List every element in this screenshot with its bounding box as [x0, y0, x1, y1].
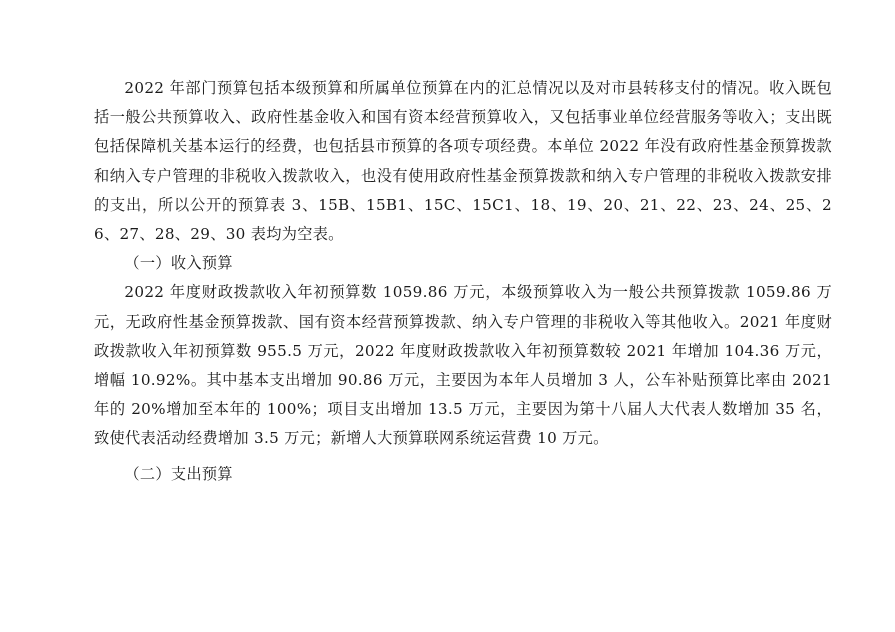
section-heading-expenditure: （二）支出预算 [124, 464, 233, 483]
income-budget-paragraph: 2022 年度财政拨款收入年初预算数 1059.86 万元，本级预算收入为一般公共预算拨款 1059.86 万元，无政府性基金预算拨款、国有资本经营预算拨款、纳入专户管理的非税收入等其他收入。2021 年度财政拨款收入年初预算数 955.5 万元，2022 年度财政拨款收入年初预算数较 2021 年增加 104.36 万元，增幅 10.92%。其中基本支出增加 90.86 万元，主要因为本年人员增加 3 人，公车补贴预算比率由 2021 年的 20%增加至本年的 100%；项目支出增加 13.5 万元，主要因为第十八届人大代表人数增加 35 名，致使代表活动经费增加 3.5 万元；新增人大预算联网系统运营费 10 万元。 [94, 283, 832, 448]
document-page [94, 74, 832, 489]
intro-paragraph: 2022 年部门预算包括本级预算和所属单位预算在内的汇总情况以及对市县转移支付的情况。收入既包括一般公共预算收入、政府性基金收入和国有资本经营预算收入，又包括事业单位经营服务等收入；支出既包括保障机关基本运行的经费，也包括县市预算的各项专项经费。本单位 2022 年没有政府性基金预算拨款和纳入专户管理的非税收入拨款收入，也没有使用政府性基金预算拨款和纳入专户管理的非税收入拨款安排的支出，所以公开的预算表 3、15B、15B1、15C、15C1、18、19、20、21、22、23、24、25、26、27、28、29、30 表均为空表。 [94, 79, 832, 244]
section-heading-income: （一）收入预算 [124, 254, 233, 273]
